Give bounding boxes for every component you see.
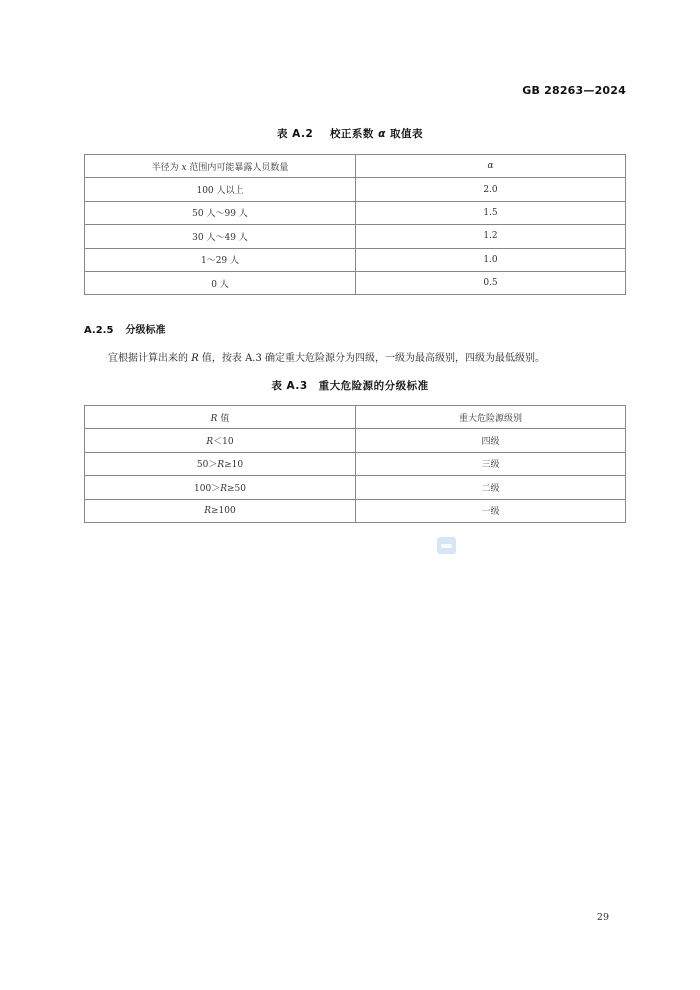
table-row [85, 178, 626, 201]
header-cell-r-value [85, 406, 356, 429]
paragraph-text: 宜根据计算出来的 [108, 353, 188, 364]
range-suffix: ＜10 [213, 437, 234, 448]
cell-people: 100 人以上 [85, 178, 356, 201]
table-row [85, 225, 626, 248]
header-cell-alpha [356, 155, 626, 178]
table-a3 [84, 405, 626, 523]
paragraph-variable: R [191, 353, 199, 364]
table-row [85, 476, 626, 499]
header-cell-people [85, 155, 356, 178]
header-text: 半径为 [151, 162, 179, 173]
table-header-row [85, 155, 626, 178]
cell-alpha: 1.5 [356, 201, 626, 224]
header-text: 值 [220, 413, 230, 424]
table-a2-caption-prefix: 表 A.2 [277, 128, 314, 140]
table-a2-caption-suffix: 取值表 [389, 128, 423, 140]
table-row [85, 499, 626, 522]
range-suffix: ≥50 [226, 483, 246, 494]
header-cell-level: 重大危险源级别 [356, 406, 626, 429]
table-row [85, 452, 626, 475]
cell-alpha: 0.5 [356, 271, 626, 294]
header-variable: x [181, 162, 187, 173]
watermark-icon [437, 537, 456, 554]
cell-r-range [85, 499, 356, 522]
section-title: 分级标准 [125, 325, 166, 336]
header-variable: R [210, 413, 218, 424]
cell-alpha: 2.0 [356, 178, 626, 201]
table-row [85, 248, 626, 271]
table-row [85, 201, 626, 224]
table-a2-caption [0, 126, 700, 141]
range-prefix: 50＞ [196, 460, 218, 471]
table-header-row [85, 406, 626, 429]
table-a2-caption-text: 校正系数 [329, 128, 374, 140]
cell-level: 四级 [356, 429, 626, 452]
header-text: α [487, 161, 494, 172]
cell-people: 0 人 [85, 271, 356, 294]
header-text: 范围内可能暴露人员数量 [189, 162, 289, 173]
table-a2 [84, 154, 626, 295]
table-row [85, 271, 626, 294]
cell-level: 一级 [356, 499, 626, 522]
range-variable: R [204, 505, 212, 516]
cell-alpha: 1.2 [356, 225, 626, 248]
range-variable: R [217, 460, 225, 471]
cell-people: 1～29 人 [85, 248, 356, 271]
section-number: A.2.5 [84, 325, 114, 336]
table-a3-caption: 表 A.3 重大危险源的分级标准 [271, 380, 429, 392]
table-row [85, 429, 626, 452]
table-a2-caption-symbol: α [378, 128, 386, 140]
cell-alpha: 1.0 [356, 248, 626, 271]
standard-code: GB 28263—2024 [522, 84, 626, 97]
cell-people: 30 人～49 人 [85, 225, 356, 248]
cell-r-range [85, 476, 356, 499]
body-paragraph [108, 349, 545, 364]
cell-people: 50 人～99 人 [85, 201, 356, 224]
page-number: 29 [596, 912, 609, 923]
section-heading [84, 321, 165, 336]
range-suffix: ≥100 [211, 505, 236, 516]
range-prefix: 100＞ [194, 483, 221, 494]
range-variable: R [220, 483, 227, 494]
cell-r-range [85, 429, 356, 452]
range-suffix: ≥10 [224, 460, 244, 471]
range-variable: R [206, 437, 214, 448]
cell-r-range [85, 452, 356, 475]
cell-level: 二级 [356, 476, 626, 499]
cell-level: 三级 [356, 452, 626, 475]
paragraph-text: 值，按表 A.3 确定重大危险源分为四级，一级为最高级别，四级为最低级别。 [201, 353, 546, 364]
